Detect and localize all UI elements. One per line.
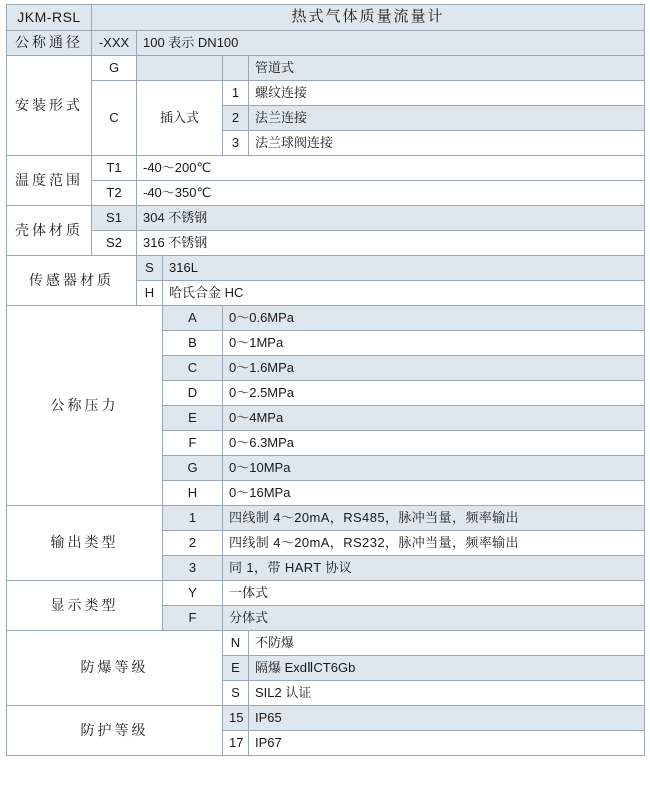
desc-sensor-s: 316L <box>163 255 645 280</box>
code-sensor-h: H <box>137 280 163 305</box>
table-row-protection-15 <box>7 705 645 730</box>
table-row-header <box>7 5 645 31</box>
code-output-2: 2 <box>163 530 223 555</box>
code-install-c: C <box>92 80 137 155</box>
row-label-nominal-diameter: 公称通径 <box>7 30 92 55</box>
desc-temperature-t2: -40～350℃ <box>137 180 645 205</box>
row-label-install-type: 安装形式 <box>7 55 92 155</box>
label-insert-type: 插入式 <box>137 80 223 155</box>
code-exproof-e: E <box>223 655 249 680</box>
desc-shell-s1: 304 不锈钢 <box>137 205 645 230</box>
code-install-c3: 3 <box>223 130 249 155</box>
table-row-nominal-diameter <box>7 30 645 55</box>
code-protection-17: 17 <box>223 730 249 755</box>
desc-pressure-f: 0～6.3MPa <box>223 430 645 455</box>
desc-output-2: 四线制 4～20mA，RS232，脉冲当量，频率输出 <box>223 530 645 555</box>
code-pressure-e: E <box>163 405 223 430</box>
code-exproof-s: S <box>223 680 249 705</box>
code-output-3: 3 <box>163 555 223 580</box>
code-install-c2: 2 <box>223 105 249 130</box>
desc-pressure-d: 0～2.5MPa <box>223 380 645 405</box>
code-shell-s1: S1 <box>92 205 137 230</box>
row-label-temperature-range: 温度范围 <box>7 155 92 205</box>
code-pressure-d: D <box>163 380 223 405</box>
desc-pressure-e: 0～4MPa <box>223 405 645 430</box>
desc-install-c1: 螺纹连接 <box>249 80 645 105</box>
desc-sensor-h: 哈氏合金 HC <box>163 280 645 305</box>
row-label-sensor-material: 传感器材质 <box>7 255 137 305</box>
model-code: JKM-RSL <box>7 5 92 31</box>
code-shell-s2: S2 <box>92 230 137 255</box>
desc-exproof-s: SIL2 认证 <box>249 680 645 705</box>
code-pressure-b: B <box>163 330 223 355</box>
code-exproof-n: N <box>223 630 249 655</box>
desc-pressure-b: 0～1MPa <box>223 330 645 355</box>
code-output-1: 1 <box>163 505 223 530</box>
row-label-display-type: 显示类型 <box>7 580 163 630</box>
code-install-c1: 1 <box>223 80 249 105</box>
desc-protection-15: IP65 <box>249 705 645 730</box>
code-pressure-a: A <box>163 305 223 330</box>
desc-protection-17: IP67 <box>249 730 645 755</box>
code-pressure-h: H <box>163 480 223 505</box>
desc-pressure-g: 0～10MPa <box>223 455 645 480</box>
row-label-output-type: 输出类型 <box>7 505 163 580</box>
desc-shell-s2: 316 不锈钢 <box>137 230 645 255</box>
code-pressure-c: C <box>163 355 223 380</box>
desc-output-1: 四线制 4～20mA，RS485，脉冲当量，频率输出 <box>223 505 645 530</box>
table-row-shell-s1 <box>7 205 645 230</box>
table-row-shell-s2 <box>7 230 645 255</box>
code-pressure-f: F <box>163 430 223 455</box>
table-row-temperature-t2 <box>7 180 645 205</box>
table-row-exproof-n <box>7 630 645 655</box>
model-selection-table <box>6 4 645 756</box>
code-display-f: F <box>163 605 223 630</box>
table-row-display-y <box>7 580 645 605</box>
code-install-g: G <box>92 55 137 80</box>
table-row-pressure-a <box>7 305 645 330</box>
table-row-output-1 <box>7 505 645 530</box>
table-row-sensor-s <box>7 255 645 280</box>
table-row-install-c1 <box>7 80 645 105</box>
desc-temperature-t1: -40～200℃ <box>137 155 645 180</box>
desc-output-3: 同 1，带 HART 协议 <box>223 555 645 580</box>
desc-pressure-c: 0～1.6MPa <box>223 355 645 380</box>
desc-pressure-h: 0～16MPa <box>223 480 645 505</box>
row-label-protection-level: 防护等级 <box>7 705 223 755</box>
code-display-y: Y <box>163 580 223 605</box>
desc-install-c2: 法兰连接 <box>249 105 645 130</box>
row-label-shell-material: 壳体材质 <box>7 205 92 255</box>
code-sensor-s: S <box>137 255 163 280</box>
desc-pressure-a: 0～0.6MPa <box>223 305 645 330</box>
row-label-nominal-pressure: 公称压力 <box>7 305 163 505</box>
code-temperature-t2: T2 <box>92 180 137 205</box>
desc-display-y: 一体式 <box>223 580 645 605</box>
table-row-temperature-t1 <box>7 155 645 180</box>
desc-exproof-e: 隔爆 ExdⅡCT6Gb <box>249 655 645 680</box>
row-label-explosion-proof: 防爆等级 <box>7 630 223 705</box>
desc-nominal-diameter: 100 表示 DN100 <box>137 30 645 55</box>
desc-install-g: 管道式 <box>249 55 645 80</box>
table-row-install-g <box>7 55 645 80</box>
code-nominal-diameter: -XXX <box>92 30 137 55</box>
code-protection-15: 15 <box>223 705 249 730</box>
desc-exproof-n: 不防爆 <box>249 630 645 655</box>
product-title: 热式气体质量流量计 <box>92 5 645 31</box>
code-install-g-sub <box>137 55 223 80</box>
code-install-g-num <box>223 55 249 80</box>
code-pressure-g: G <box>163 455 223 480</box>
desc-install-c3: 法兰球阀连接 <box>249 130 645 155</box>
desc-display-f: 分体式 <box>223 605 645 630</box>
code-temperature-t1: T1 <box>92 155 137 180</box>
